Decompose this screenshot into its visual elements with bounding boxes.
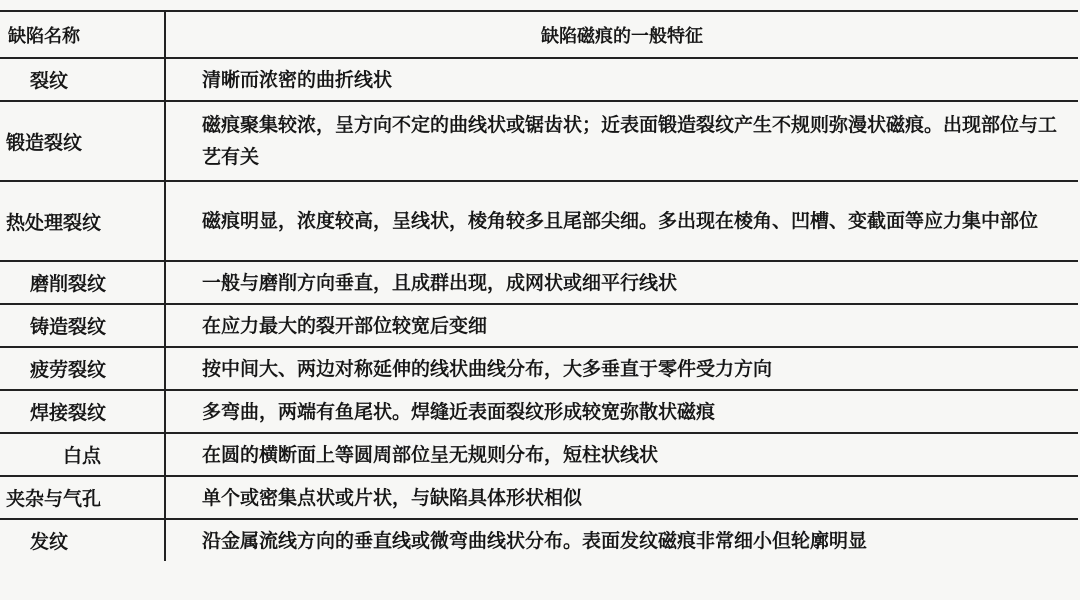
defect-feature-cell: 沿金属流线方向的垂直线或微弯曲线状分布。表面发纹磁痕非常细小但轮廓明显 bbox=[202, 529, 868, 552]
table-row bbox=[0, 181, 1078, 261]
table-row bbox=[0, 519, 1078, 561]
defect-feature-cell: 磁痕明显，浓度较高，呈线状，棱角较多且尾部尖细。多出现在棱角、凹槽、变截面等应力集中部位 bbox=[165, 181, 1078, 261]
defect-feature-cell: 单个或密集点状或片状，与缺陷具体形状相似 bbox=[165, 476, 1078, 519]
table-body bbox=[0, 58, 1078, 561]
table-row bbox=[0, 304, 1078, 347]
defect-feature-cell: 在应力最大的裂开部位较宽后变细 bbox=[165, 304, 1078, 347]
defect-name-cell: 锻造裂纹 bbox=[0, 101, 165, 181]
defect-feature-cell: 一般与磨削方向垂直，且成群出现，成网状或细平行线状 bbox=[165, 261, 1078, 304]
defect-name-cell: 发纹 bbox=[0, 519, 165, 561]
defect-feature-cell: 多弯曲，两端有鱼尾状。焊缝近表面裂纹形成较宽弥散状磁痕 bbox=[165, 390, 1078, 433]
header-defect-name: 缺陷名称 bbox=[0, 11, 165, 58]
table-header bbox=[0, 11, 1078, 58]
defect-feature-cell: 在圆的横断面上等圆周部位呈无规则分布，短柱状线状 bbox=[165, 433, 1078, 476]
defect-feature-cell: 清晰而浓密的曲折线状 bbox=[165, 58, 1078, 101]
table-row bbox=[0, 261, 1078, 304]
defect-table bbox=[0, 10, 1078, 561]
table-row bbox=[0, 347, 1078, 390]
header-feature: 缺陷磁痕的一般特征 bbox=[165, 11, 1078, 58]
defect-name-cell: 热处理裂纹 bbox=[0, 181, 165, 261]
defect-name-cell: 疲劳裂纹 bbox=[0, 347, 165, 390]
defect-name-cell: 白点 bbox=[0, 433, 165, 476]
defect-name-cell: 裂纹 bbox=[0, 58, 165, 101]
defect-feature-cell: 按中间大、两边对称延伸的线状曲线分布，大多垂直于零件受力方向 bbox=[165, 347, 1078, 390]
table-row bbox=[0, 390, 1078, 433]
defect-name-cell: 磨削裂纹 bbox=[0, 261, 165, 304]
table-row bbox=[0, 476, 1078, 519]
defect-name-cell: 铸造裂纹 bbox=[0, 304, 165, 347]
defect-feature-cell: 磁痕聚集较浓，呈方向不定的曲线状或锯齿状；近表面锻造裂纹产生不规则弥漫状磁痕。出现部位与工艺有关 bbox=[165, 101, 1078, 181]
defect-name-cell: 焊接裂纹 bbox=[0, 390, 165, 433]
header-row bbox=[0, 11, 1078, 58]
table-row bbox=[0, 58, 1078, 101]
defect-name-cell: 夹杂与气孔 bbox=[0, 476, 165, 519]
table-row bbox=[0, 101, 1078, 181]
table-row bbox=[0, 433, 1078, 476]
